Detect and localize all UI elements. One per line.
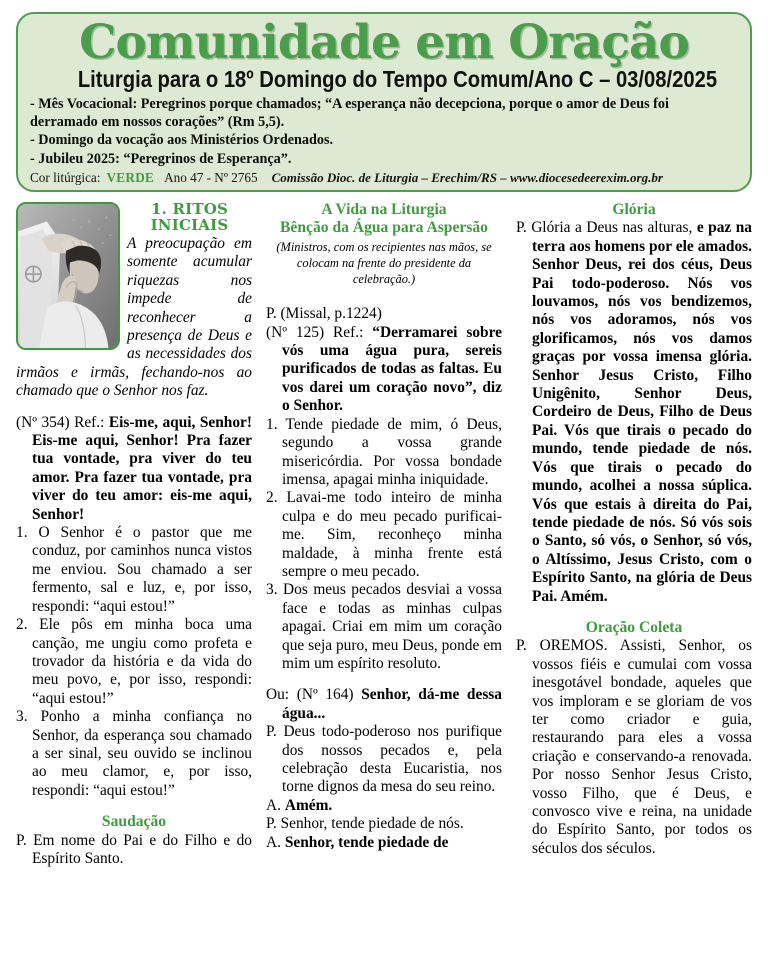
issue-number: Ano 47 - Nº 2765 [164,169,258,185]
hymn-ref-number: (Nº 354) Ref.: [16,413,105,431]
alternate-refrain-text: Senhor, dá-me dessa água... [282,686,502,722]
masthead [16,12,752,192]
gloria-assembly-part: e paz na terra aos homens por ele amados. Senhor Deus, rei dos céus, Deus Pai todo-poderoso. Nós vos louvamos, nós vos bendizemos, nós vos adoramos, nós vos glorificamos, nós vos damos graças por vossa imensa glória. Senhor Jesus Cristo, Filho Unigênito, Senhor Deus, Cordeiro de Deus, Filho de Deus Pai. Vós que tirais o pecado do mundo, tende piedade de nós. Vós que tirais o pecado do mundo, acolhei a nossa súplica. Vós que estais à direita do Pai, tende piedade de nós. Só vós sois o Santo, só vós, o Senhor, só vós, o Altíssimo, Jesus Cristo, com o Espírito Santo, na glória de Deus Pai. Amém. [532,219,752,605]
section-heading-ritos-iniciais: 1. RITOS INICIAIS [150,200,229,235]
psalm-verse: 2. Lavai-me todo inteiro de minha culpa e do meu pecado purificai-me. Sim, reconheço minha maldade, à minha frente está sempre o meu pecado. [266,489,502,580]
section-heading-oracao-coleta: Oração Coleta [585,618,683,636]
gloria-text [516,219,752,606]
psalm-verse: 1. Tende piedade de mim, ó Deus, segundo a vossa grande misericórdia. Por vossa bondade imensa, apagai minha iniquidade. [266,415,502,488]
assembly-marker: A. [266,796,281,814]
section-heading-gloria: Glória [612,200,656,218]
alternate-refrain-number: Ou: (Nº 164) [266,686,354,704]
hymn-verse: 2. Ele pôs em minha boca uma canção, me ungiu como profeta e trovador da história e da vida do meu povo, e, por isso, respondi: “aqui estou!” [16,616,252,707]
liturgical-color-value: VERDE [106,169,155,185]
liturgical-color-label: Cor litúrgica: [30,169,101,185]
psalm-verse: 3. Dos meus pecados desviai a vossa face e todas as minhas culpas apagai. Criai em mim um coração que seja puro, meu Deus, ponde em mim um espírito resoluto. [266,581,502,672]
hymn-verse: 1. O Senhor é o pastor que me conduz, por caminhos nunca vistos me enviou. Sou chamado a ser fermento, sal e luz, e, por isso, respondi: “aqui estou!” [16,524,252,615]
note-item: - Jubileu 2025: “Peregrinos de Esperança”. [30,150,292,167]
assembly-marker: A. [266,833,281,851]
assembly-kyrie-text: Senhor, tende piedade de [284,833,449,851]
missal-reference: P. (Missal, p.1224) [266,305,382,323]
hymn-refrain-text: Eis-me, aqui, Senhor! Eis-me aqui, Senhor! Pra fazer tua vontade, pra viver do teu amor. Pra fazer tua vontade, pra viver do teu amor: eis-me aqui, Senhor! [32,413,252,523]
publisher-info: Comissão Dioc. de Liturgia – Erechim/RS – www.diocesedeerexim.org.br [271,169,663,185]
assembly-amen [266,797,502,815]
refrain-number: (Nº 125) Ref.: [266,323,364,341]
page-title: Comunidade em Oração [79,15,689,70]
column-two [266,201,502,963]
credit-line [28,168,740,187]
section-heading-saudacao: Saudação [101,813,167,831]
section-heading-bencao-agua: Bênção da Água para Aspersão [280,219,488,237]
collect-prayer-text: P. OREMOS. Assisti, Senhor, os vossos fiéis e cumulai com vossa inesgotável bondade, aqueles que vos imploram e se gloriam de vos ter como criador e guia, restaurando para eles a vossa criação e conservando-a renovada. Por nosso Senhor Jesus Cristo, vosso Filho, que é Deus, e convosco vive e reina, na unidade do Espírito Santo, por todos os séculos dos séculos. [516,637,752,857]
masthead-subtitle: Liturgia para o 18º Domingo do Tempo Comum/Ano C – 03/08/2025 [77,66,718,93]
presider-kyrie: P. Senhor, tende piedade de nós. [266,815,464,833]
note-item: - Domingo da vocação aos Ministérios Ordenados. [30,132,334,149]
intro-paragraph: A preocupação em somente acumular riquezas nos impede de reconhecer a presença de Deus e as necessidades dos irmãos e irmãs, fechando-nos ao chamado que o Senhor nos faz. [16,234,252,400]
rubric-instruction: (Ministros, com os recipientes nas mãos, se colocam na frente do presidente da celebração.) [276,239,492,287]
assembly-kyrie [266,834,502,852]
masthead-notes [28,95,740,168]
refrain-text: “Derramarei sobre vós uma água pura, sereis purificados de todas as faltas. Eu vos darei um coração novo”, diz o Senhor. [282,323,502,415]
aspersion-refrain [266,324,502,416]
column-one [16,201,252,963]
alternate-refrain [266,686,502,723]
ordination-photo [16,202,120,350]
section-heading-vida-na-liturgia: A Vida na Liturgia [321,200,447,218]
content-columns [16,201,752,963]
note-item: - Mês Vocacional: Peregrinos porque chamados; “A esperança não decepciona, porque o amor de Deus foi derramado em nossos corações” (Rm 5,5). [30,95,669,131]
hymn-refrain [16,414,252,524]
saudacao-text: P. Em nome do Pai e do Filho e do Espírito Santo. [16,831,252,868]
amen-text: Amém. [284,796,333,814]
hymn-verse: 3. Ponho a minha confiança no Senhor, da esperança sou chamado a ser sinal, seu ouvido se inclinou ao meu clamor, e, por isso, respondi: “aqui estou!” [16,708,252,799]
gloria-presider-part: P. Glória a Deus nas alturas, [516,219,693,237]
blessing-prayer: P. Deus todo-poderoso nos purifique dos nossos pecados e, pela celebração desta Eucaristia, nos torne dignos da mesa do seu reino. [266,723,502,796]
column-three [516,201,752,963]
